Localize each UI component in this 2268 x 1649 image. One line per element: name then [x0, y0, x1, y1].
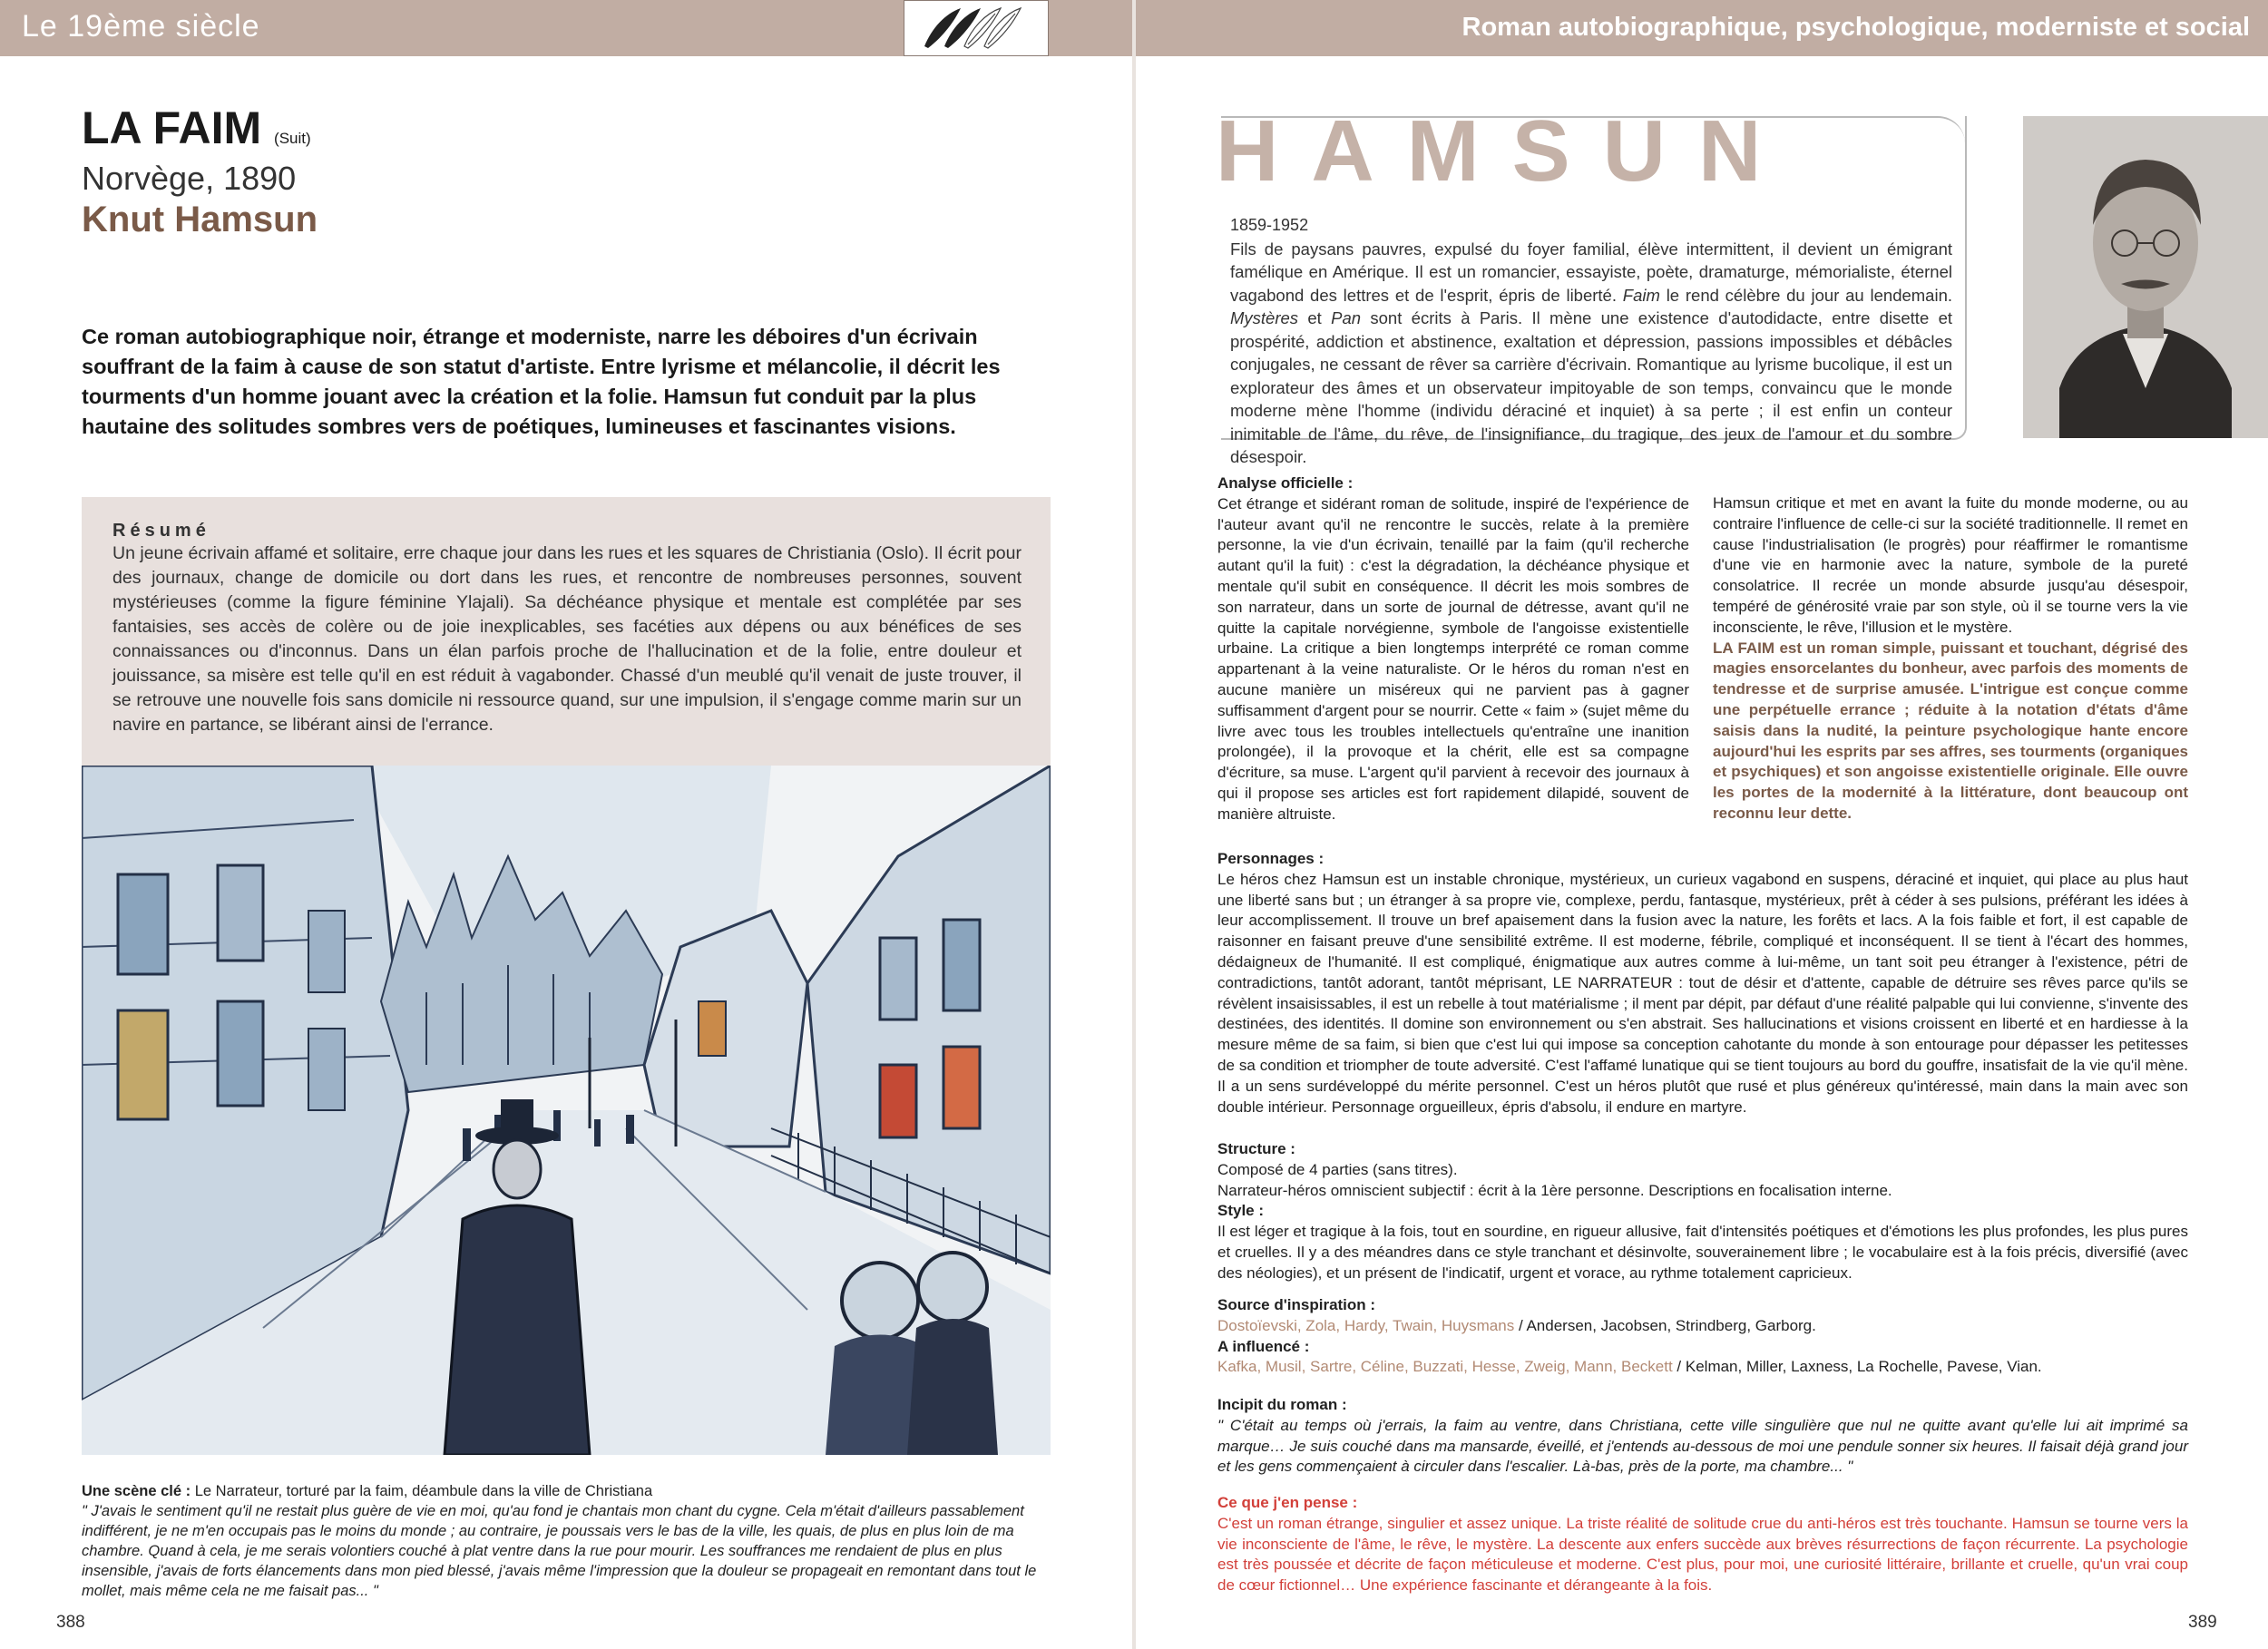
- page-number-right: 389: [2188, 1613, 2217, 1632]
- section-title: Le 19ème siècle: [22, 9, 260, 44]
- bio-text-3: et: [1298, 308, 1332, 327]
- feathers-icon: [904, 1, 1048, 55]
- book-title-text: LA FAIM: [82, 102, 262, 153]
- structure-line-2: Narrateur-héros omniscient subjectif : écrit à la 1ère personne. Descriptions en focalisation interne.: [1217, 1181, 1892, 1199]
- quill-feathers-logo: [904, 0, 1049, 56]
- country-year: Norvège, 1890: [82, 160, 297, 197]
- bio-title-faim: Faim: [1622, 285, 1660, 305]
- influence-authors-main: Kafka, Musil, Sartre, Céline, Buzzati, Hesse, Zweig, Mann, Beckett: [1217, 1358, 1673, 1376]
- analyse-text-2: Hamsun critique et met en avant la fuite du monde moderne, ou au contraire l'influence de celle-ci sur la société traditionnelle. Il remet en cause l'industrialisation (le progrès) pour réaffirmer le romantisme d'une vie en harmonie avec la nature, symbole de la pureté consolatrice. Il recrée un monde absurde jusqu'au désespoir, tempéré de générosité vraie par son style, où il se tourne vers la vie inconsciente, le rêve, l'illusion et le mystère.: [1713, 494, 2188, 636]
- genre-title: Roman autobiographique, psychologique, moderniste et social: [1461, 13, 2250, 42]
- author-bio: [1230, 214, 1952, 469]
- style-text: Il est léger et tragique à la fois, tout en sourdine, en rigueur allusive, fait d'intensités poétiques et d'émotions les plus profondes, les plus pures et cruelles. Il y a des méandres dans ce style tranchant et désinvolte, souverainement libre ; le vocabulaire est à la fois précis, diversifié (avec des néologies), et un présent de l'indicatif, urgent et vorace, au rythme totalement capricieux.: [1217, 1223, 2188, 1282]
- resume-box: [82, 497, 1051, 766]
- resume-heading: Résumé: [112, 521, 210, 541]
- influence-label: A influencé :: [1217, 1337, 1310, 1355]
- influence-authors-other: / Kelman, Miller, Laxness, La Rochelle, Pavese, Vian.: [1672, 1358, 2042, 1376]
- analyse-accent-text: LA FAIM est un roman simple, puissant et touchant, dégrisé des magies ensorcelantes du bonheur, avec parfois des moments de tendresse et de surprise amusée. L'intrigue est conçue comme une perpétuelle errance ; réduite à la notation d'états d'âme saisis dans la nudité, la peinture psychologique hante encore aujourd'hui les esprits par ses affres, ses tourments (organiques et psychiques) et son angoisse existentielle originale. Elle ouvre les portes de la modernité à la littérature, dont beaucoup ont reconnu leur dette.: [1713, 639, 2188, 822]
- author-portrait: [2023, 116, 2268, 438]
- book-title: [82, 102, 311, 154]
- source-authors-main: Dostoïevski, Zola, Hardy, Twain, Huysmans: [1217, 1316, 1515, 1334]
- personnages-label: Personnages :: [1217, 850, 1325, 867]
- structure-label: Structure :: [1217, 1140, 1295, 1157]
- key-scene: [82, 1481, 1052, 1601]
- header-band-right: [1136, 0, 2268, 56]
- key-scene-caption-text: Le Narrateur, torturé par la faim, déambule dans la ville de Christiana: [191, 1483, 653, 1499]
- personnages-narrateur: LE NARRATEUR: [1552, 973, 1673, 991]
- incipit-section: [1217, 1395, 2188, 1478]
- analyse-column-2: [1713, 493, 2188, 824]
- incipit-label: Incipit du roman :: [1217, 1396, 1347, 1413]
- structure-line-1: Composé de 4 parties (sans titres).: [1217, 1160, 1458, 1178]
- author-name: Knut Hamsun: [82, 200, 318, 239]
- bio-title-pan: Pan: [1331, 308, 1362, 327]
- opinion-section: [1217, 1493, 2188, 1596]
- key-scene-caption: [82, 1481, 1052, 1501]
- author-name-banner: HAMSUN: [1216, 102, 1794, 200]
- bio-title-mysteres: Mystères: [1230, 308, 1299, 327]
- key-scene-quote: " J'avais le sentiment qu'il ne restait plus guère de vie en moi, qu'au fond je chantais mon chant du cygne. Cela m'était d'ailleurs passablement indifférent, je ne m'en occupais pas le moins du monde ; au contraire, je poussais vers le bas de la ville, les quais, de plus en plus loin de ma chambre. Quand à cela, je me serais volontiers couché à plat ventre dans la rue pour mourir. Les souffrances me rendaient de plus en plus insensible, j'avais de forts élancements dans mon pied blessé, j'avais même l'impression que la douleur se propageait en remontant dans tout le mollet, mais même cela ne me faisait pas... ": [82, 1503, 1037, 1599]
- resume-text: Un jeune écrivain affamé et solitaire, erre chaque jour dans les rues et les squares de Christiania (Oslo). Il écrit pour des journaux, change de domicile ou dort dans les rues, et rencontre de nombreuses personnes, souvent mystérieuses (comme la figure féminine Ylajali). Sa déchéance physique et mentale est complétée par ses fantaisies, ses accès de colère ou de joie inexplicables, ses facéties aux dépens ou aux bénéfices de ses connaissances ou d'inconnus. Dans un élan parfois proche de l'hallucination et de la folie, entre douleur et jouissance, sa misère est telle qu'il en est réduit à vagabonder. Chassé d'un meublé qu'il venait de juste trouver, il se retrouve une nouvelle fois sans domicile ni ressource quand, sur une impulsion, il s'engage comme marin sur un navire en partance, se libérant ainsi de l'errance.: [112, 543, 1022, 735]
- intro-paragraph: Ce roman autobiographique noir, étrange et moderniste, narre les déboires d'un écrivain souffrant de la faim à cause de son statut d'artiste. Entre lyrisme et mélancolie, il décrit les tourments d'un homme jouant avec la création et la folie. Hamsun fut conduit par la plus hautaine des solitudes sombres vers de poétiques, lumineuses et fascinantes visions.: [82, 325, 1001, 438]
- street-sketch-illustration: [82, 766, 1051, 1455]
- street-sketch-icon: [82, 766, 1051, 1455]
- inspiration-section: [1217, 1295, 2188, 1378]
- author-years: 1859-1952: [1230, 216, 1309, 234]
- page-number-left: 388: [56, 1613, 85, 1632]
- incipit-text: " C'était au temps où j'errais, la faim au ventre, dans Christiana, cette ville singulière que nul ne quitte avant qu'elle lui ait imprimé sa marque… Je suis couché dans ma mansarde, éveillé, et j'entends au-dessous de moi une pendule sonner six heures. Il faisait déjà grand jour et les gens commençaient à circuler dans l'escalier. Là-bas, près de la porte, ma chambre... ": [1217, 1416, 2188, 1476]
- personnages-section: [1217, 849, 2188, 1117]
- source-authors-other: / Andersen, Jacobsen, Strindberg, Garborg.: [1514, 1316, 1816, 1334]
- analyse-text-1: Cet étrange et sidérant roman de solitude, inspiré de l'expérience de l'auteur avant qu'il ne rencontre le succès, relate à la première personne, la vie d'un écrivain, tenaillé par la faim (qu'il recherche autant qu'il la fuit) : c'est la dégradation, la déchéance physique et mentale qu'il subit en conséquence. Il décrit les mois sombres de son narrateur, dans un sorte de journal de détresse, avant qu'il ne quitte la capitale norvégienne, symbole de l'angoisse existentielle urbaine. La critique a bien longtemps interprété ce roman comme appartenant à la veine naturaliste. Or le héros du roman n'est en aucune manière un miséreux qui ne parvient pas à gagner suffisamment d'argent pour se nourrir. Cette « faim » (sujet même du livre avec tous les troubles intellectuels qu'entraîne une inanition prolongée), il la provoque et la chérit, elle est sa compagne d'écriture, sa muse. L'argent qu'il parvient à recevoir des journaux à qui il propose ses articles est fort rapidement dilapidé, souvent de manière altruiste.: [1217, 494, 1689, 823]
- opinion-label: Ce que j'en pense :: [1217, 1494, 1358, 1511]
- opinion-text: C'est un roman étrange, singulier et assez unique. La triste réalité de solitude crue du anti-héros est très touchante. Hamsun se tourne vers la vie inconsciente de l'âme, le rêve, le mystère. La descente aux enfers succède aux brèves résurrections de façon récurrente. La psychologie est très poussée et décrite de façon méticuleuse et moderne. C'est plus, pour moi, une curiosité littéraire, brillante et cruelle, qu'un vrai coup de cœur fictionnel… Une expérience fascinante et dérangeante à la fois.: [1217, 1514, 2188, 1595]
- page-spine: [1132, 0, 1136, 1649]
- personnages-text-1: Le héros chez Hamsun est un instable chronique, mystérieux, un curieux vagabond en suspens, déraciné et inquiet, qui place au plus haut une liberté sans but ; un étranger à sa propre vie, complexe, perdu, fantasque, mystérieux, prêt à céder à ses pulsions, préférant les idées à leur accomplissement. Il trouve un bref apaisement dans la fusion avec la nature, les forêts et lacs. A la fois faible et fort, il est capable de raisonner en faisant preuve d'une sensibilité extrême. Il est moderne, fébrile, compliqué et inconséquent. Il se tient à l'écart des hommes, dédaigneux de l'humanité. Il est compliqué, énigmatique aux autres comme à lui-même, un tant soit peu étranger à l'existence, pétri de contradictions, tantôt adorant, tantôt méprisant,: [1217, 870, 2188, 991]
- personnages-text-2: : tout de désir et d'attente, capable de détruire ses rêves parce qu'ils se révèlent insaisissables, il est un rebelle à tout matérialisme ; il ment par dépit, par défaut d'une réalité palpable qui lui convienne, s'invente des destinées, des identités. Il domine son environnement ou s'en abstrait. Ses hallucinations et visions croissent en liberté et en hardiesse à la mesure même de sa faim, si bien que c'est lui qui impose sa conception cahotante du monde à son entourage pour dépasser les petitesses de sa condition et triompher de toute adversité. C'est l'affamé lunatique qui se tient toujours au bord du gouffre, insatisfait de la vie qu'il mène. Il a un sens surdéveloppé du mérite personnel. C'est un héros plutôt que rusé et plus généreux qu'intéressé, main dans la main avec son double intérieur. Personnage orgueilleux, épris d'absolu, il endure en martyre.: [1217, 973, 2188, 1116]
- source-line: [1217, 1316, 2188, 1337]
- portrait-icon: [2023, 116, 2268, 438]
- style-label: Style :: [1217, 1202, 1265, 1220]
- book-title-suffix: (Suit): [274, 130, 311, 147]
- structure-section: [1217, 1139, 2188, 1284]
- source-label: Source d'inspiration :: [1217, 1296, 1376, 1313]
- key-scene-label: Une scène clé :: [82, 1483, 191, 1499]
- analyse-label: Analyse officielle :: [1217, 474, 1354, 492]
- bio-text-2: le rend célèbre du jour au lendemain.: [1659, 285, 1953, 305]
- influence-line: [1217, 1357, 2188, 1378]
- bio-text-1: Fils de paysans pauvres, expulsé du foyer familial, élève intermittent, il devient un émigrant famélique en Amérique. Il est un romancier, essayiste, poète, dramaturge, mémorialiste, éternel vagabond des lettres et de l'esprit, épris de liberté.: [1230, 239, 1952, 305]
- analyse-column-1: [1217, 473, 1689, 825]
- bio-text-4: sont écrits à Paris. Il mène une existence d'autodidacte, entre disette et prospérité, addiction et abstinence, exaltation et dépression, passions impossibles et débâcles conjugales, ne cessant de rêver sa carrière d'écrivain. Romantique au lyrisme bucolique, il est un explorateur des âmes et un observateur impitoyable de son temps, convaincu que le monde moderne mène l'homme (individu déraciné et inquiet) à sa perte ; il est enfin un conteur inimitable de l'âme, du rêve, de l'insignifiance, du tragique, des jeux de l'amour et du sombre désespoir.: [1230, 308, 1952, 466]
